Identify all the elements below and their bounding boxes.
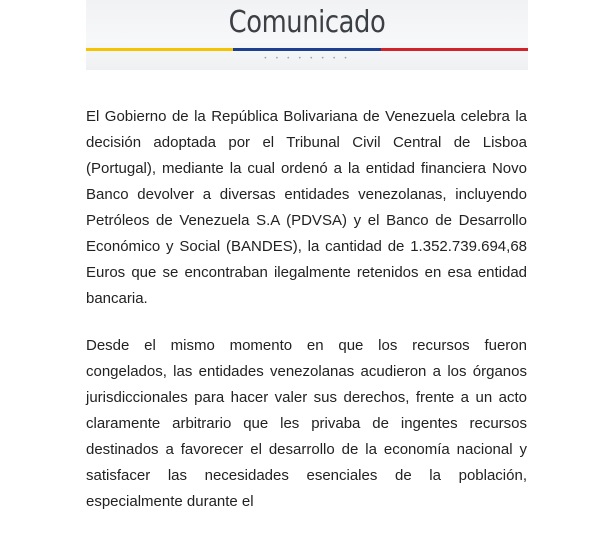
flag-stripe [86, 48, 528, 51]
communique-body [86, 104, 527, 536]
page-title: Comunicado [228, 5, 386, 40]
paragraph-2: Desde el mismo momento en que los recursos fueron congelados, las entidades venezolanas acudieron a los órganos jurisdiccionales para hacer valer sus derechos, frente a un acto claramente arbitrario que les privaba de ingentes recursos destinados a favorecer el desarrollo de la economía nacional y satisfacer las necesidades esenciales de la población, especialmente durante el [86, 337, 527, 510]
stripe-blue [233, 48, 380, 51]
stars-decoration-icon: • • • • • • • • [263, 55, 351, 62]
stripe-red [381, 48, 528, 51]
stripe-yellow [86, 48, 233, 51]
header-banner [86, 0, 528, 70]
paragraph-1: El Gobierno de la República Bolivariana de Venezuela celebra la decisión adoptada por el Tribunal Civil Central de Lisboa (Portugal), mediante la cual ordenó a la entidad financiera Novo Banco devolver a diversas entidades venezolanas, incluyendo Petróleos de Venezuela S.A (PDVSA) y el Banco de Desarrollo Económico y Social (BANDES), la cantidad de 1.352.739.694,68 Euros que se encontraban ilegalmente retenidos en esa entidad bancaria. [86, 108, 527, 307]
